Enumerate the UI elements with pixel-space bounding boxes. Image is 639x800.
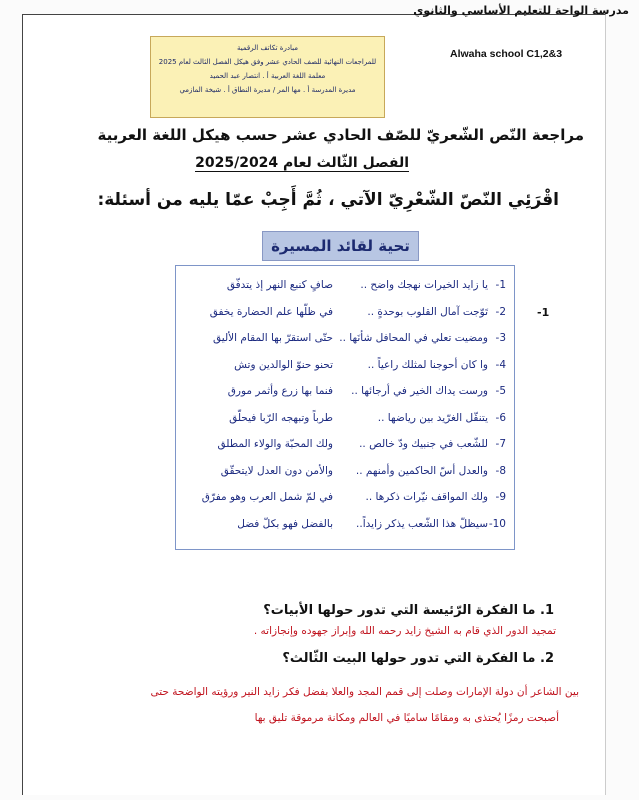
- verse-row: [184, 378, 506, 405]
- header-line: مبادرة تكاتف الرقمية: [237, 44, 298, 52]
- verse-row: [184, 272, 506, 299]
- verse-number: 4-: [495, 358, 506, 371]
- question-1: 1. ما الفكرة الرّئيسة التي تدور حولها الأبيات؟: [263, 603, 554, 618]
- verse-number: 9-: [495, 491, 506, 504]
- verse-second-half: في ظلّها علم الحضارة يخفق: [209, 305, 333, 318]
- verse-first-half: وا كان أحوجنا لمثلك راعياً ..: [367, 358, 488, 371]
- semester-title: الفصل الثّالث لعام 2025/2024: [195, 155, 409, 171]
- verse-second-half: طرباً وتبهجه الرّبا فيحلّق: [229, 411, 333, 424]
- verse-second-half: بالفضل فهو بكلّ فضل: [237, 517, 333, 530]
- verse-first-half: للشّعب في جنبيك ودّ خالص ..: [359, 438, 488, 451]
- verse-number: 6-: [495, 411, 506, 424]
- poem-box: [175, 265, 515, 550]
- reading-instruction: اقْرَئِي النّصّ الشّعْرِيّ الآتي ، ثُمَّ أَجِبْ عمّا يليه من أسئلة:: [97, 190, 559, 210]
- verse-first-half: يا زايد الخيرات نهجك واضح ..: [360, 279, 488, 292]
- answer-1: تمجيد الدور الذي قام به الشيخ زايد رحمه الله وإبراز جهوده وإنجازاته .: [253, 625, 556, 637]
- verse-second-half: والأمن دون العدل لايتحقّق: [220, 464, 333, 477]
- verse-row: [184, 458, 506, 485]
- verse-row: [184, 352, 506, 379]
- verse-second-half: في لمّ شمل العرب وهو مفرّق: [201, 491, 333, 504]
- verse-second-half: فنما بها زرع وأثمر مورق: [227, 385, 333, 398]
- header-line: معلمة اللغة العربية أ . انتصار عبد الحميد: [209, 72, 326, 80]
- verse-number: 1-: [495, 279, 506, 292]
- verse-second-half: تحنو حنوّ الوالدين وتش: [234, 358, 333, 371]
- verse-number: 5-: [495, 385, 506, 398]
- verse-second-half: صافٍ كنبع النهر إذ يتدفّق: [226, 279, 333, 292]
- verse-number: 8-: [495, 464, 506, 477]
- verse-first-half: ورست يداك الخير في أرجائها ..: [351, 385, 488, 398]
- verse-row: [184, 405, 506, 432]
- question-2: 2. ما الفكرة التي تدور حولها البيت الثّالث؟: [282, 651, 554, 666]
- verse-row: [184, 299, 506, 326]
- verse-row: [184, 325, 506, 352]
- verse-second-half: ولك المحبّة والولاء المطلق: [217, 438, 333, 451]
- verse-number: 2-: [495, 305, 506, 318]
- verse-first-half: ولك المواقف نيّرات ذكرها ..: [365, 491, 488, 504]
- verse-row: [184, 431, 506, 458]
- page-title: مراجعة النّص الشّعريّ للصّف الحادي عشر حسب هيكل اللغة العربية: [97, 126, 584, 144]
- school-name-english: Alwaha school C1,2&3: [450, 48, 563, 60]
- verse-second-half: حتّى استقرّ بها المقام الأليق: [213, 332, 333, 345]
- section-number: 1-: [537, 306, 550, 319]
- answer-2-line-1: بين الشاعر أن دولة الإمارات وصلت إلى قمم المجد والعلا بفضل فكر زايد النير ورؤيته الواضحة حتى: [150, 686, 579, 698]
- initiative-header-box: [150, 36, 385, 118]
- verse-number: 3-: [495, 332, 506, 345]
- header-line: للمراجعات النهائية للصف الحادي عشر وفق هيكل الفصل الثالث لعام 2025: [158, 58, 377, 66]
- verse-number: 10-: [488, 517, 506, 530]
- verse-number: 7-: [495, 438, 506, 451]
- verse-first-half: ومضيت تعلي في المحافل شأنَها ..: [339, 332, 488, 345]
- verse-row: [184, 484, 506, 511]
- verse-first-half: يتنقّل الغرّيد بين رياضها ..: [377, 411, 488, 424]
- verse-first-half: تَوّجت آمال القلوب بوحدةٍ ..: [367, 305, 488, 318]
- verse-first-half: والعدل أسّ الحاكمين وأمنهم ..: [355, 464, 488, 477]
- verse-first-half: سيظلّ هذا الشّعب يذكر زايداً..: [356, 517, 488, 530]
- verse-row: [184, 511, 506, 538]
- answer-2-line-2: أصبحت رمزًا يُحتذى به ومقامًا ساميًا في العالم ومكانة مرموقة تليق بها: [254, 712, 559, 724]
- school-name-arabic: مدرسة الواحة للتعليم الأساسي والثانوي: [413, 4, 629, 17]
- header-line: مديرة المدرسة أ . مها المر / مديرة النطاق أ . شيخة المازمي: [179, 86, 356, 94]
- poem-title: تحية لقائد المسيرة: [262, 231, 419, 261]
